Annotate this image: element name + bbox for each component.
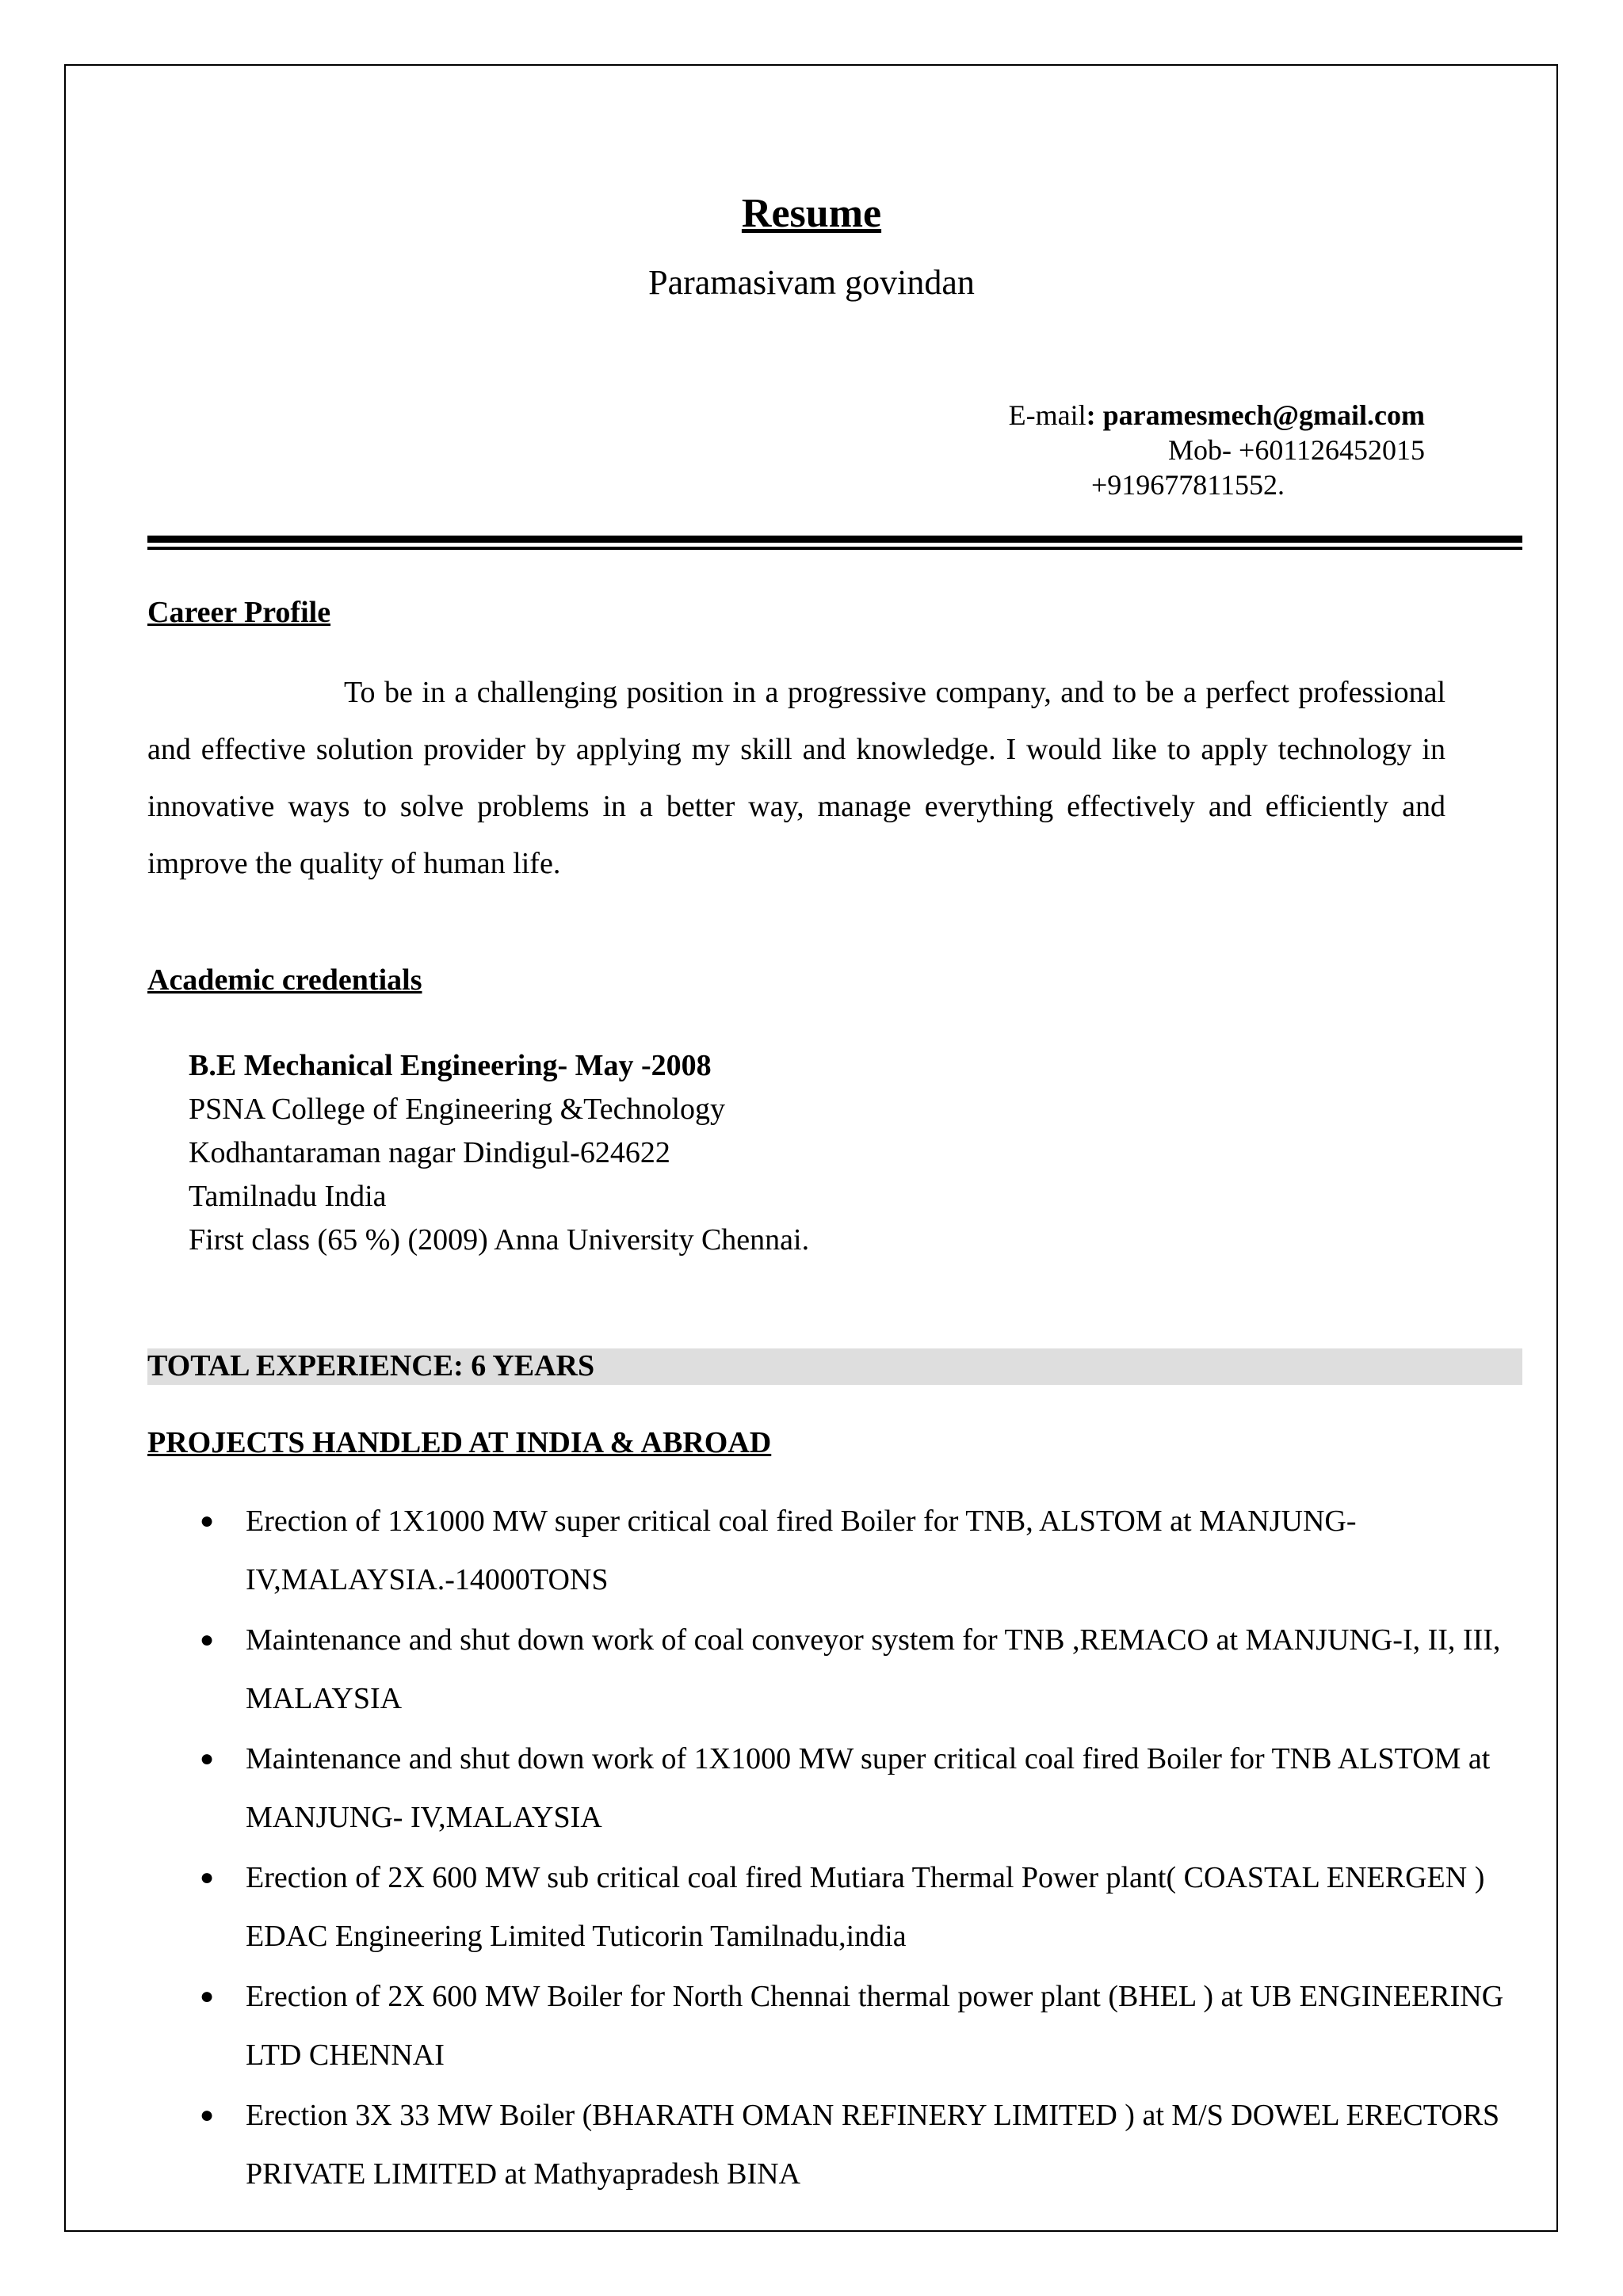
bullet-icon: ● — [200, 1864, 215, 1890]
list-item — [200, 1611, 1514, 1728]
list-item — [200, 1730, 1514, 1847]
academic-block — [189, 1044, 809, 1262]
project-text: Erection of 1X1000 MW super critical coal fired Boiler for TNB, ALSTOM at MANJUNG-IV,MALAYSIA.-14000TONS — [246, 1505, 1357, 1596]
bullet-icon: ● — [200, 1627, 215, 1653]
academic-heading: Academic credentials — [147, 963, 422, 997]
list-item — [200, 1848, 1514, 1966]
bullet-icon: ● — [200, 1983, 215, 2009]
email-line — [1009, 398, 1425, 433]
project-text: Erection of 2X 600 MW sub critical coal fired Mutiara Thermal Power plant( COASTAL ENERGEN ) EDAC Engineering Limited Tuticorin Tamilnadu,india — [246, 1861, 1485, 1953]
projects-heading: PROJECTS HANDLED AT INDIA & ABROAD — [147, 1426, 772, 1459]
bullet-icon: ● — [200, 2102, 215, 2128]
list-item — [200, 2086, 1514, 2203]
email-label: E-mail — [1008, 399, 1086, 431]
project-text: Maintenance and shut down work of coal conveyor system for TNB ,REMACO at MANJUNG-I, II, III, MALAYSIA — [246, 1623, 1501, 1715]
list-item — [200, 1967, 1514, 2084]
resume-title: Resume — [741, 191, 882, 236]
mobile-line-2: +919677811552. — [1091, 469, 1285, 501]
project-text: Erection 3X 33 MW Boiler (BHARATH OMAN REFINERY LIMITED ) at M/S DOWEL ERECTORS PRIVATE LIMITED at Mathyapradesh BINA — [246, 2099, 1500, 2191]
degree: B.E Mechanical Engineering- May -2008 — [189, 1049, 712, 1082]
project-text: Maintenance and shut down work of 1X1000 MW super critical coal fired Boiler for TNB ALSTOM at MANJUNG- IV,MALAYSIA — [246, 1742, 1491, 1834]
project-text: Erection of 2X 600 MW Boiler for North Chennai thermal power plant (BHEL ) at UB ENGINEERING LTD CHENNAI — [246, 1980, 1504, 2072]
email-value: : paramesmech@gmail.com — [1086, 399, 1425, 431]
career-profile-body: To be in a challenging position in a progressive company, and to be a perfect professional and effective solution provider by applying my skill and knowledge. I would like to apply technology in innovative ways to solve problems in a better way, manage everything effectively and efficiently and improve the quality of human life. — [147, 676, 1445, 880]
header-divider-thin — [147, 547, 1522, 550]
bullet-icon: ● — [200, 1508, 215, 1534]
list-item — [200, 1492, 1514, 1609]
total-experience: TOTAL EXPERIENCE: 6 YEARS — [147, 1349, 595, 1383]
mobile-line: Mob- +601126452015 — [1168, 434, 1425, 466]
career-profile-heading: Career Profile — [147, 596, 331, 629]
bullet-icon: ● — [200, 1745, 215, 1772]
header-divider-thick — [147, 536, 1522, 543]
academic-result: First class (65 %) (2009) Anna University Chennai. — [189, 1223, 810, 1257]
college: PSNA College of Engineering &Technology — [189, 1093, 726, 1126]
college-address: Kodhantaraman nagar Dindigul-624622 — [189, 1136, 670, 1169]
candidate-name: Paramasivam govindan — [648, 263, 975, 302]
career-profile-text — [147, 664, 1445, 892]
projects-list — [200, 1492, 1514, 2205]
college-region: Tamilnadu India — [189, 1180, 387, 1213]
